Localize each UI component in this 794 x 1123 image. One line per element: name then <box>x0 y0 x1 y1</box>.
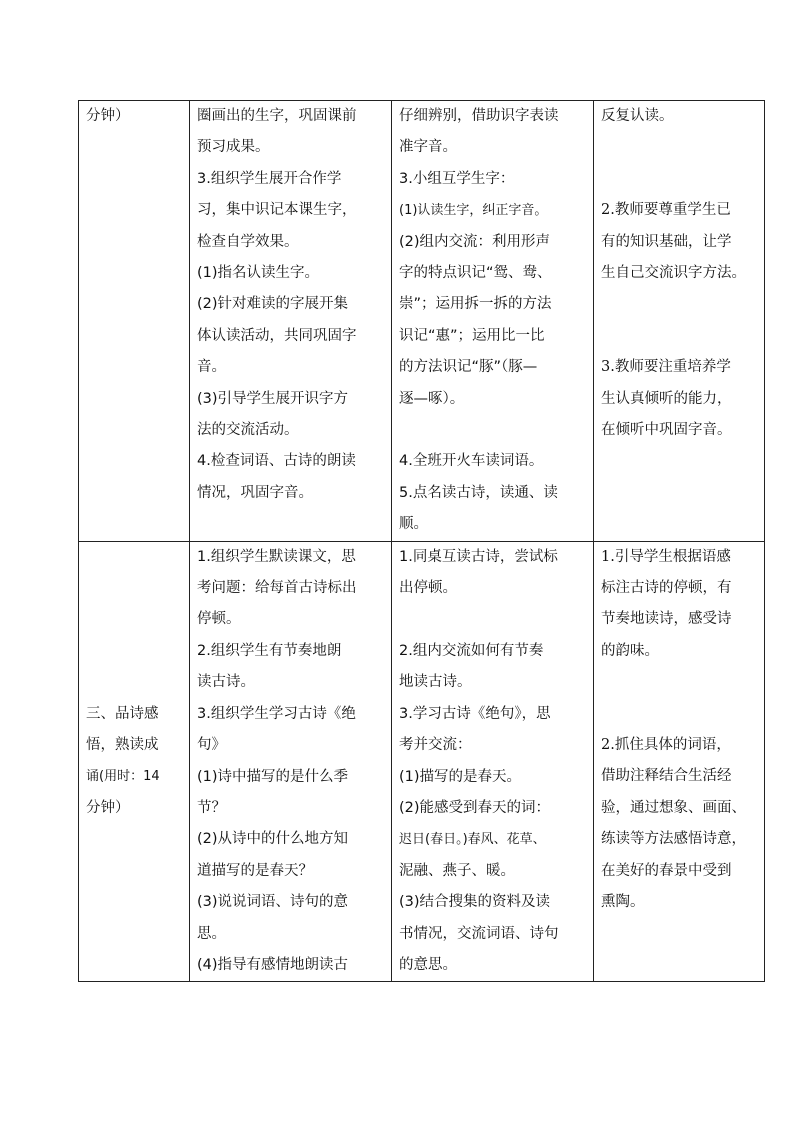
teacher-line: 3.组织学生展开合作学 <box>197 170 342 187</box>
blank-line <box>601 699 760 730</box>
teacher-line: 检查自学效果。 <box>197 233 299 250</box>
student-line: 考并交流： <box>399 737 472 754</box>
blank-line <box>86 604 185 635</box>
student-line: 准字音。 <box>399 139 457 156</box>
note-line: 验，通过想象、画面、 <box>601 799 746 816</box>
design-intent-cell <box>594 541 765 982</box>
student-line: 5.点名读古诗，读通、读 <box>399 484 558 501</box>
teacher-line: 预习成果。 <box>197 139 270 156</box>
note-line: 3.教师要注重培养学 <box>601 359 731 376</box>
teacher-line: 音。 <box>197 359 226 376</box>
teacher-activity-cell <box>190 101 392 542</box>
design-intent-cell <box>594 101 765 542</box>
student-line: 泥融、燕子、暖。 <box>399 862 515 879</box>
stage-line: 悟，熟读成 <box>86 737 159 754</box>
note-line: 有的知识基础，让学 <box>601 233 732 250</box>
student-line: (3)结合搜集的资料及读 <box>399 894 551 911</box>
teacher-line: 法的交流活动。 <box>197 422 299 439</box>
stage-line: 三、品诗感 <box>86 705 159 722</box>
student-line: 识记“惠”；运用比一比 <box>399 327 545 344</box>
student-line: 3.小组互学生字： <box>399 170 515 187</box>
student-activity-cell <box>392 541 594 982</box>
student-line: 顺。 <box>399 516 428 533</box>
student-line: 2.组内交流如何有节奏 <box>399 642 544 659</box>
teacher-line: 3.组织学生学习古诗《绝 <box>197 705 356 722</box>
teacher-line: (2)从诗中的什么地方知 <box>197 831 349 848</box>
blank-line <box>399 415 589 446</box>
student-line: 书情况，交流词语、诗句 <box>399 925 559 942</box>
teacher-line: (4)指导有感情地朗读古 <box>197 956 349 973</box>
note-line: 在美好的春景中受到 <box>601 862 732 879</box>
teacher-line: (3)说说词语、诗句的意 <box>197 894 349 911</box>
student-line: 1.同桌互读古诗，尝试标 <box>399 548 558 565</box>
teacher-line: 句》 <box>197 737 226 754</box>
note-line: 反复认读。 <box>601 108 674 124</box>
teacher-line: 考问题：给每首古诗标出 <box>197 580 357 597</box>
note-line: 借助注释结合生活经 <box>601 768 732 785</box>
teacher-line: 读古诗。 <box>197 674 255 691</box>
blank-line <box>601 164 760 195</box>
note-line: 1.引导学生根据语感 <box>601 548 731 565</box>
student-line: (2)能感受到春天的词： <box>399 799 551 816</box>
table-row <box>79 101 765 542</box>
note-line: 生自己交流识字方法。 <box>601 265 746 281</box>
blank-line <box>399 604 589 635</box>
stage-cell <box>79 101 190 542</box>
teacher-line: 4.检查词语、古诗的朗读 <box>197 453 356 470</box>
teacher-line: 道描写的是春天？ <box>197 862 313 879</box>
teacher-line: (2)针对难读的字展开集 <box>197 296 349 313</box>
student-line: (1)描写的是春天。 <box>399 768 522 785</box>
student-line: 迟日(春日。)春风、花草、 <box>399 832 546 848</box>
student-line: (2)组内交流：利用形声 <box>399 233 551 250</box>
blank-line <box>86 573 185 604</box>
teacher-activity-cell <box>190 541 392 982</box>
student-line: 崇”；运用拆一拆的方法 <box>399 296 552 313</box>
blank-line <box>86 667 185 698</box>
note-line: 节奏地读诗，感受诗 <box>601 611 732 628</box>
note-line: 练读等方法感悟诗意， <box>601 831 746 848</box>
teacher-line: 1.组织学生默读课文，思 <box>197 548 356 565</box>
note-line: 2.抓住具体的词语， <box>601 737 731 754</box>
student-line: 出停顿。 <box>399 580 457 597</box>
blank-line <box>601 289 760 320</box>
teacher-line: (1)诗中描写的是什么季 <box>197 768 349 785</box>
student-line: 字的特点识记“鸳、鸯、 <box>399 265 552 282</box>
teacher-line: (3)引导学生展开识字方 <box>197 390 349 407</box>
note-line: 在倾听中巩固字音。 <box>601 422 732 438</box>
teacher-line: 圈画出的生字，巩固课前 <box>197 108 357 124</box>
stage-line: 分钟） <box>86 799 130 816</box>
lesson-plan-table <box>78 100 765 982</box>
student-line: (1)认读生字，纠正字音。 <box>399 203 548 219</box>
blank-line <box>601 667 760 698</box>
blank-line <box>86 542 185 573</box>
teacher-line: 情况，巩固字音。 <box>197 484 313 501</box>
teacher-line: 节？ <box>197 799 226 816</box>
teacher-line: 2.组织学生有节奏地朗 <box>197 642 342 659</box>
blank-line <box>601 132 760 163</box>
table-row <box>79 541 765 982</box>
student-line: 的意思。 <box>399 956 457 973</box>
student-line: 的方法识记“豚”（豚— <box>399 359 538 376</box>
student-line: 3.学习古诗《绝句》，思 <box>399 705 551 722</box>
student-line: 仔细辨别，借助识字表读 <box>399 108 559 124</box>
student-line: 地读古诗。 <box>399 674 472 691</box>
teacher-line: 停顿。 <box>197 611 241 628</box>
stage-cell <box>79 541 190 982</box>
stage-line: 诵(用时：14 <box>86 769 160 785</box>
note-line: 熏陶。 <box>601 894 645 911</box>
stage-line: 分钟） <box>86 108 130 124</box>
note-line: 2.教师要尊重学生已 <box>601 202 731 219</box>
student-line: 逐—啄）。 <box>399 390 465 407</box>
teacher-line: (1)指名认读生字。 <box>197 265 320 282</box>
student-line: 4.全班开火车读词语。 <box>399 453 544 470</box>
blank-line <box>86 636 185 667</box>
blank-line <box>601 321 760 352</box>
note-line: 的韵味。 <box>601 642 659 659</box>
note-line: 生认真倾听的能力， <box>601 390 732 407</box>
teacher-line: 思。 <box>197 925 226 942</box>
teacher-line: 习，集中识记本课生字， <box>197 202 357 219</box>
student-activity-cell <box>392 101 594 542</box>
note-line: 标注古诗的停顿，有 <box>601 580 732 597</box>
teacher-line: 体认读活动，共同巩固字 <box>197 327 357 344</box>
